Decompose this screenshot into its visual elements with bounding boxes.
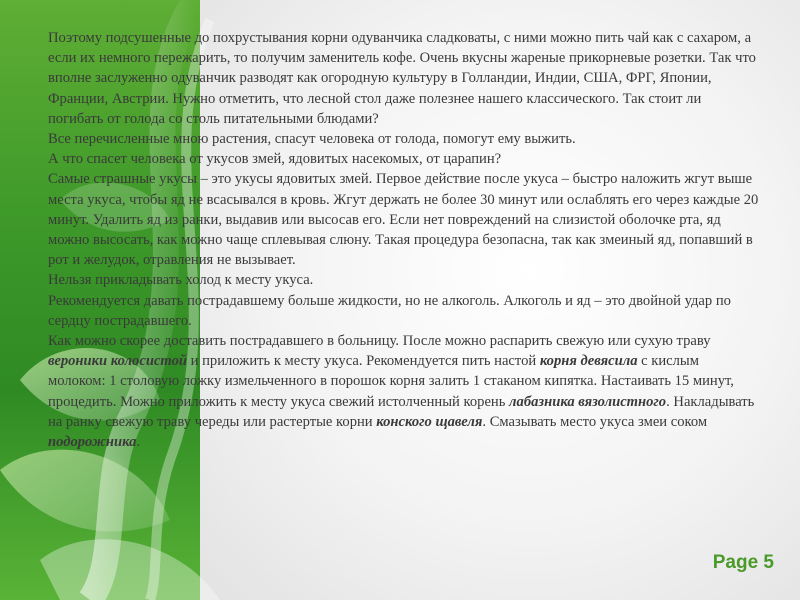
emphasized-term: вероники колосистой: [48, 353, 187, 370]
text-run: Самые страшные укусы – это укусы ядовитых змей. Первое действие после укуса – быстро наложить жгут выше места укуса, чтобы яд не всасывался в кровь. Жгут держать не более 30 минут или ослаблять его через каждые 20 минут. Удалить яд из ранки, выдавив или высосав его. Если нет повреждений на слизистой оболочке рта, яд можно высосать, как можно чаще сплевывая слюну. Такая процедура безопасна, так как змеиный яд, попавший в рот и желудок, отравления не вызывает.: [48, 171, 759, 269]
text-run: Рекомендуется давать пострадавшему больше жидкости, но не алкоголь. Алкоголь и яд – это двойной удар по сердцу пострадавшего.: [48, 292, 731, 329]
text-run: Все перечисленные мною растения, спасут человека от голода, помогут ему выжить.: [48, 131, 576, 148]
body-text: [48, 28, 760, 452]
paragraph: [48, 149, 760, 169]
text-run: .: [136, 434, 141, 451]
paragraph: [48, 28, 760, 129]
page-number: Page 5: [712, 552, 774, 573]
text-run: А что спасет человека от укусов змей, ядовитых насекомых, от царапин?: [48, 151, 502, 168]
text-run: с кислым молоком: 1 столовую ложку измельченного в порошок корня залить 1 стаканом кипятка. Настаивать 15 минут, процедить. Можно приложить к месту укуса свежий истолченный корень: [48, 353, 734, 410]
text-run: Как можно скорее доставить пострадавшего в больницу. После можно распарить свежую или сухую траву: [48, 333, 711, 350]
paragraph: [48, 169, 760, 270]
emphasized-term: конского щавеля: [376, 413, 483, 430]
paragraph: [48, 270, 760, 290]
text-run: . Смазывать место укуса змеи соком: [482, 413, 708, 430]
emphasized-term: лабазника вязолистного: [509, 393, 667, 410]
emphasized-term: подорожника: [48, 434, 137, 451]
emphasized-term: корня девясила: [539, 353, 638, 370]
text-run: Нельзя прикладывать холод к месту укуса.: [48, 272, 314, 289]
text-run: . Накладывать на ранку свежую траву череды или растертые корни: [48, 393, 755, 430]
paragraph: [48, 331, 760, 452]
text-run: Поэтому подсушенные до похрустывания корни одуванчика сладковаты, с ними можно пить чай как с сахаром, а если их немного пережарить, то получим заменитель кофе. Очень вкусны жареные прикорневые розетки. Так что вполне заслуженно одуванчик разводят как огородную культуру в Голландии, Индии, США, ФРГ, Японии, Франции, Австрии. Нужно отметить, что лесной стол даже полезнее нашего классического. Так стоит ли погибать от голода со столь питательными блюдами?: [48, 30, 756, 127]
text-run: и приложить к месту укуса. Рекомендуется пить настой: [187, 353, 540, 370]
paragraph: [48, 291, 760, 331]
paragraph: [48, 129, 760, 149]
